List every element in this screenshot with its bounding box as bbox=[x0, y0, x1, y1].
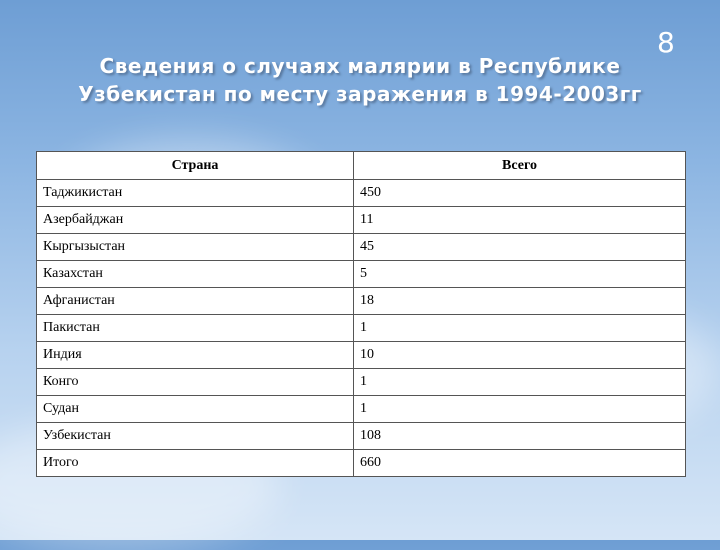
table-row bbox=[37, 423, 686, 450]
slide-number: 8 bbox=[657, 26, 675, 59]
cell-country: Казахстан bbox=[37, 261, 354, 288]
cell-total: 1 bbox=[354, 315, 686, 342]
cell-total: 10 bbox=[354, 342, 686, 369]
table-row bbox=[37, 369, 686, 396]
cell-country: Конго bbox=[37, 369, 354, 396]
cell-total: 1 bbox=[354, 396, 686, 423]
table-row bbox=[37, 315, 686, 342]
table-row-total bbox=[37, 450, 686, 477]
cell-country: Индия bbox=[37, 342, 354, 369]
cell-country: Итого bbox=[37, 450, 354, 477]
cell-total: 660 bbox=[354, 450, 686, 477]
cell-total: 45 bbox=[354, 234, 686, 261]
table-row bbox=[37, 234, 686, 261]
slide-title-line-1: Сведения о случаях малярии в Республике bbox=[99, 54, 621, 78]
slide-title bbox=[40, 52, 680, 108]
header-country: Страна bbox=[37, 152, 354, 180]
cell-total: 108 bbox=[354, 423, 686, 450]
table-header-row bbox=[37, 152, 686, 180]
malaria-cases-table bbox=[36, 151, 686, 477]
cell-total: 18 bbox=[354, 288, 686, 315]
cell-country: Таджикистан bbox=[37, 180, 354, 207]
cell-country: Судан bbox=[37, 396, 354, 423]
table-row bbox=[37, 207, 686, 234]
cell-country: Пакистан bbox=[37, 315, 354, 342]
table-row bbox=[37, 396, 686, 423]
cell-total: 11 bbox=[354, 207, 686, 234]
cell-total: 1 bbox=[354, 369, 686, 396]
slide-title-line-2: Узбекистан по месту заражения в 1994-2003гг bbox=[78, 82, 642, 106]
cell-country: Афганистан bbox=[37, 288, 354, 315]
header-total: Всего bbox=[354, 152, 686, 180]
cell-total: 5 bbox=[354, 261, 686, 288]
table-row bbox=[37, 261, 686, 288]
table-row bbox=[37, 288, 686, 315]
cell-country: Узбекистан bbox=[37, 423, 354, 450]
cell-total: 450 bbox=[354, 180, 686, 207]
cell-country: Кыргызыстан bbox=[37, 234, 354, 261]
cell-country: Азербайджан bbox=[37, 207, 354, 234]
table-row bbox=[37, 342, 686, 369]
table-row bbox=[37, 180, 686, 207]
